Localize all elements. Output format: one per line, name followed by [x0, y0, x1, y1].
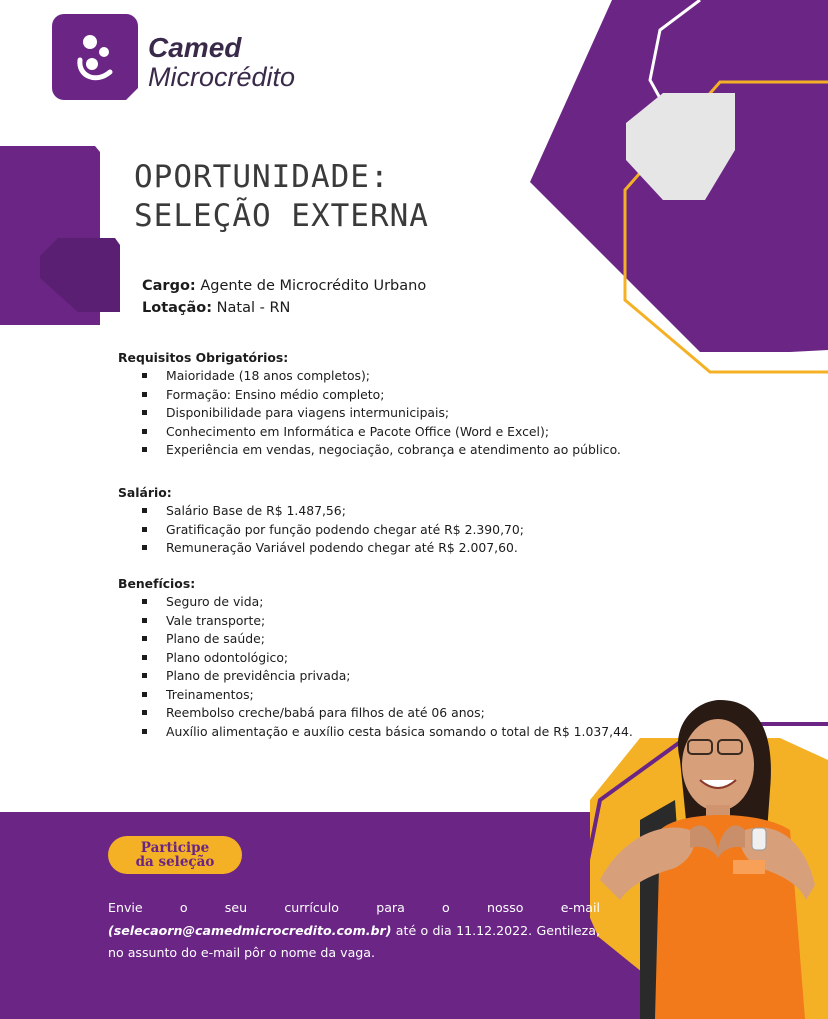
beneficios-section	[118, 575, 633, 741]
lotacao-value: Natal - RN	[216, 300, 291, 316]
list-item: Vale transporte;	[118, 612, 633, 631]
application-instructions	[108, 897, 600, 965]
cta-text-after: até o dia 11.12.2022. Gentileza, no assunto do e-mail pôr o nome da vaga.	[108, 922, 600, 960]
cta-text-before: Envie o seu currículo para o nosso e-mail	[108, 900, 600, 915]
badge-line2: da seleção	[135, 854, 215, 870]
requisitos-header: Requisitos Obrigatórios:	[118, 350, 289, 365]
cargo-value: Agente de Microcrédito Urbano	[200, 278, 427, 294]
list-item: Auxílio alimentação e auxílio cesta básica somando o total de R$ 1.037,44.	[118, 723, 633, 742]
list-item: Formação: Ensino médio completo;	[118, 386, 621, 405]
participe-badge	[108, 836, 242, 874]
beneficios-header: Benefícios:	[118, 576, 196, 591]
cargo-row	[142, 275, 426, 297]
list-item: Plano de saúde;	[118, 630, 633, 649]
list-item: Plano odontológico;	[118, 649, 633, 668]
title-line1: OPORTUNIDADE:	[134, 159, 390, 195]
brand-name-line2: Microcrédito	[148, 62, 296, 92]
beneficios-list	[118, 593, 633, 741]
salario-section	[118, 484, 524, 558]
poster-title	[134, 158, 429, 236]
list-item: Treinamentos;	[118, 686, 633, 705]
lotacao-row	[142, 297, 426, 319]
list-item: Experiência em vendas, negociação, cobrança e atendimento ao público.	[118, 441, 621, 460]
requisitos-list	[118, 367, 621, 460]
salario-list	[118, 502, 524, 558]
requisitos-section	[118, 349, 621, 460]
badge-line1: Participe	[140, 840, 210, 856]
list-item: Gratificação por função podendo chegar até R$ 2.390,70;	[118, 521, 524, 540]
list-item: Remuneração Variável podendo chegar até R$ 2.007,60.	[118, 539, 524, 558]
list-item: Seguro de vida;	[118, 593, 633, 612]
list-item: Disponibilidade para viagens intermunicipais;	[118, 404, 621, 423]
list-item: Conhecimento em Informática e Pacote Office (Word e Excel);	[118, 423, 621, 442]
cargo-label: Cargo:	[142, 278, 196, 294]
list-item: Reembolso creche/babá para filhos de até 06 anos;	[118, 704, 633, 723]
lotacao-label: Lotação:	[142, 300, 213, 316]
list-item: Plano de previdência privada;	[118, 667, 633, 686]
salario-header: Salário:	[118, 485, 172, 500]
job-info	[142, 275, 426, 319]
title-line2: SELEÇÃO EXTERNA	[134, 198, 429, 234]
brand-name-line1: Camed	[148, 32, 242, 63]
list-item: Salário Base de R$ 1.487,56;	[118, 502, 524, 521]
list-item: Maioridade (18 anos completos);	[118, 367, 621, 386]
email-address[interactable]: (selecaorn@camedmicrocredito.com.br)	[108, 922, 392, 938]
brand-name	[148, 34, 295, 91]
camed-people-logo-icon	[52, 14, 138, 100]
